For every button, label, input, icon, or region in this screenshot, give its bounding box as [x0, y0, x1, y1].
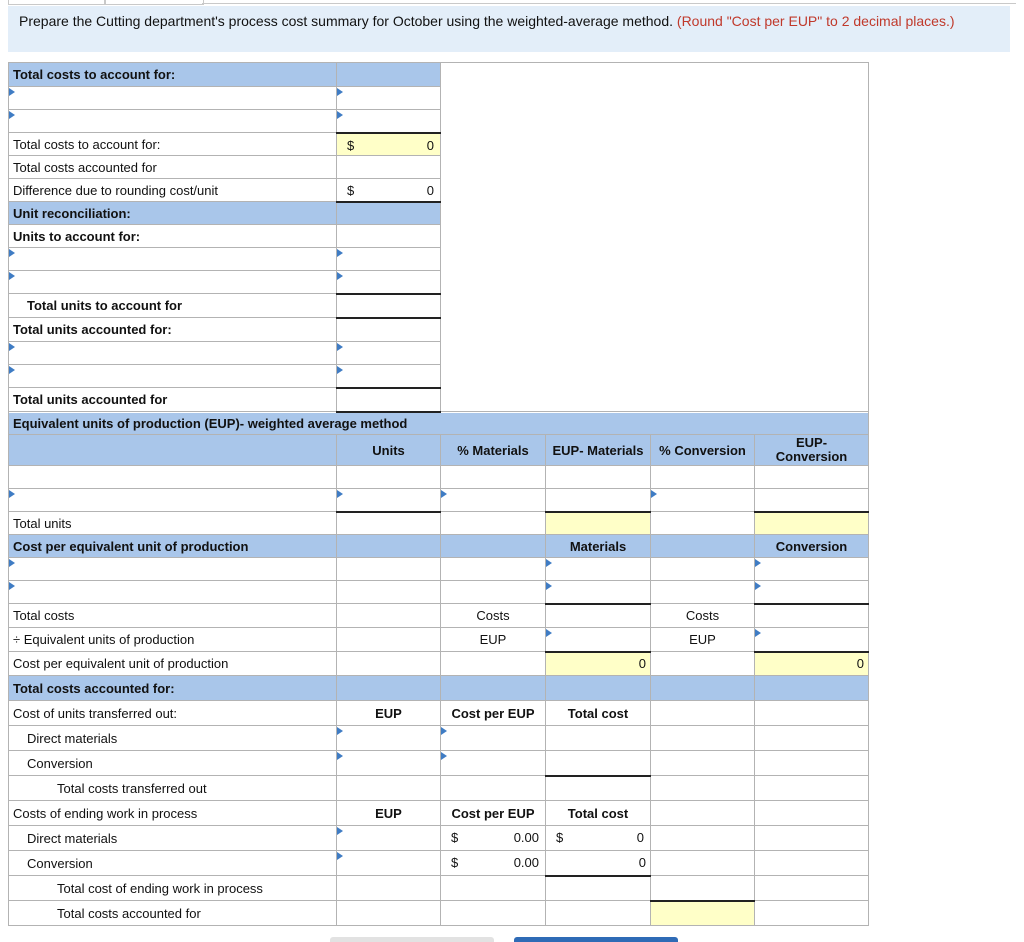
- dropdown-arrow-icon[interactable]: [441, 752, 447, 760]
- costs-label: Costs: [441, 604, 546, 628]
- col-eup-conversion: EUP- Conversion: [755, 435, 869, 466]
- wip-direct-materials-label: Direct materials: [9, 826, 337, 851]
- eup-units-input-2[interactable]: [337, 489, 441, 512]
- tab-1[interactable]: [8, 0, 106, 5]
- wip-conv-eup-input[interactable]: [337, 851, 441, 876]
- to-direct-materials-label: Direct materials: [9, 726, 337, 751]
- section-header-accounted: Total costs accounted for:: [9, 676, 337, 701]
- dropdown-arrow-icon[interactable]: [337, 727, 343, 735]
- col-conversion: Conversion: [755, 535, 869, 558]
- dropdown-arrow-icon[interactable]: [9, 272, 15, 280]
- top-tab-strip: [0, 0, 1024, 4]
- to-dm-eup-input[interactable]: [337, 726, 441, 751]
- col-total-cost: Total cost: [546, 701, 651, 726]
- wip-conv-cost-per-eup: $ 0.00: [441, 851, 546, 876]
- process-cost-worksheet: [8, 62, 869, 926]
- dropdown-arrow-icon[interactable]: [755, 582, 761, 590]
- eup-pct-materials-input-2[interactable]: [441, 489, 546, 512]
- total-transferred-out-label: Total costs transferred out: [9, 776, 337, 801]
- units-accounted-input-2[interactable]: [9, 365, 337, 388]
- eup-label: EUP: [441, 628, 546, 652]
- units-accounted-amount-2[interactable]: [337, 365, 441, 388]
- dropdown-arrow-icon[interactable]: [441, 727, 447, 735]
- col-units: Units: [337, 435, 441, 466]
- costs-label-conv: Costs: [651, 604, 755, 628]
- dropdown-arrow-icon[interactable]: [9, 490, 15, 498]
- to-conversion-label: Conversion: [9, 751, 337, 776]
- row-difference-rounding: Difference due to rounding cost/unit: [9, 179, 337, 202]
- total-eup-conversion: [755, 512, 869, 535]
- dropdown-arrow-icon[interactable]: [337, 366, 343, 374]
- instruction-text: Prepare the Cutting department's process cost summary for October using the weighted-average method.: [19, 13, 674, 29]
- difference-value: $ 0: [337, 179, 441, 202]
- total-transferred-out-value[interactable]: [546, 776, 651, 801]
- units-input-2[interactable]: [9, 271, 337, 294]
- col-eup-2: EUP: [337, 801, 441, 826]
- units-amount-input-2[interactable]: [337, 271, 441, 294]
- conversion-cost-input-1[interactable]: [755, 558, 869, 581]
- eup-conversion-input-1[interactable]: [755, 466, 869, 489]
- instruction-banner: [8, 6, 1010, 52]
- dropdown-arrow-icon[interactable]: [9, 366, 15, 374]
- eup-materials-input-2[interactable]: [546, 489, 651, 512]
- eup-row-input-1[interactable]: [9, 466, 337, 489]
- row-total-costs-accounted: Total costs accounted for: [9, 156, 337, 179]
- dropdown-arrow-icon[interactable]: [337, 111, 343, 119]
- total-units-to-account-value[interactable]: [337, 294, 441, 318]
- total-eup-materials: [546, 512, 651, 535]
- units-input-1[interactable]: [9, 248, 337, 271]
- dropdown-arrow-icon[interactable]: [755, 559, 761, 567]
- section-header-eup: Equivalent units of production (EUP)- weighted average method: [9, 412, 869, 435]
- eup-pct-conversion-input-1[interactable]: [651, 466, 755, 489]
- total-units-accounted-label: Total units accounted for: [9, 388, 337, 412]
- row-total-costs-to-account: Total costs to account for:: [9, 133, 337, 156]
- units-accounted-amount-1[interactable]: [337, 342, 441, 365]
- total-costs-accounted-input[interactable]: [337, 156, 441, 179]
- cost-amount-input-1[interactable]: [337, 87, 441, 110]
- dropdown-arrow-icon[interactable]: [9, 582, 15, 590]
- dropdown-arrow-icon[interactable]: [9, 249, 15, 257]
- wip-conversion-label: Conversion: [9, 851, 337, 876]
- to-dm-total[interactable]: [546, 726, 651, 751]
- conversion-cost-per-eup: 0: [755, 652, 869, 676]
- to-dm-cost-input[interactable]: [441, 726, 546, 751]
- cost-per-unit-label: Cost per equivalent unit of production: [9, 652, 337, 676]
- dropdown-arrow-icon[interactable]: [337, 88, 343, 96]
- eup-pct-conversion-input-2[interactable]: [651, 489, 755, 512]
- ending-wip-label: Costs of ending work in process: [9, 801, 337, 826]
- tab-2[interactable]: [104, 0, 204, 5]
- col-materials: Materials: [546, 535, 651, 558]
- units-amount-input-1[interactable]: [337, 248, 441, 271]
- dropdown-arrow-icon[interactable]: [546, 559, 552, 567]
- dropdown-arrow-icon[interactable]: [337, 752, 343, 760]
- dropdown-arrow-icon[interactable]: [9, 88, 15, 96]
- dropdown-arrow-icon[interactable]: [337, 490, 343, 498]
- dropdown-arrow-icon[interactable]: [755, 629, 761, 637]
- eup-pct-materials-input-1[interactable]: [441, 466, 546, 489]
- conversion-total-costs[interactable]: [755, 604, 869, 628]
- divide-eup-label: ÷ Equivalent units of production: [9, 628, 337, 652]
- total-units-accounted-value[interactable]: [337, 388, 441, 412]
- col-pct-conversion: % Conversion: [651, 435, 755, 466]
- materials-eup-input[interactable]: [546, 628, 651, 652]
- cost-item-input-2[interactable]: [9, 110, 337, 133]
- conversion-cost-input-2[interactable]: [755, 581, 869, 604]
- wip-conv-total: 0: [546, 851, 651, 876]
- col-total-cost-2: Total cost: [546, 801, 651, 826]
- materials-total-costs[interactable]: [546, 604, 651, 628]
- total-costs-label: Total costs: [9, 604, 337, 628]
- dropdown-arrow-icon[interactable]: [337, 827, 343, 835]
- total-costs-value: $ 0: [337, 133, 441, 156]
- materials-cost-input-2[interactable]: [546, 581, 651, 604]
- to-conv-eup-input[interactable]: [337, 751, 441, 776]
- cost-amount-input-2[interactable]: [337, 110, 441, 133]
- materials-cost-input-1[interactable]: [546, 558, 651, 581]
- col-eup: EUP: [337, 701, 441, 726]
- eup-row-input-2[interactable]: [9, 489, 337, 512]
- col-cost-per-eup: Cost per EUP: [441, 701, 546, 726]
- col-eup-materials: EUP- Materials: [546, 435, 651, 466]
- wip-dm-cost-per-eup: $ 0.00: [441, 826, 546, 851]
- dropdown-arrow-icon[interactable]: [337, 852, 343, 860]
- to-conv-total[interactable]: [546, 751, 651, 776]
- dropdown-arrow-icon[interactable]: [9, 559, 15, 567]
- total-ending-wip-value[interactable]: [546, 876, 651, 901]
- section-header-costs: Total costs to account for:: [9, 63, 337, 87]
- total-accounted-label: Total costs accounted for: [9, 901, 337, 926]
- units-to-account-label: Units to account for:: [9, 225, 337, 248]
- section-header-unit-reconciliation: Unit reconciliation:: [9, 202, 337, 225]
- prev-button[interactable]: [330, 937, 494, 942]
- wip-dm-eup-input[interactable]: [337, 826, 441, 851]
- total-units-accounted-header: Total units accounted for:: [9, 318, 337, 342]
- dropdown-arrow-icon[interactable]: [546, 582, 552, 590]
- col-pct-materials: % Materials: [441, 435, 546, 466]
- eup-materials-input-1[interactable]: [546, 466, 651, 489]
- eup-conversion-input-2[interactable]: [755, 489, 869, 512]
- eup-label-conv: EUP: [651, 628, 755, 652]
- total-units-value[interactable]: [337, 512, 441, 535]
- col-cost-per-eup-2: Cost per EUP: [441, 801, 546, 826]
- total-units-to-account-label: Total units to account for: [9, 294, 337, 318]
- section-header-cost-per-eup: Cost per equivalent unit of production: [9, 535, 337, 558]
- total-accounted-value: [651, 901, 755, 926]
- dropdown-arrow-icon[interactable]: [337, 249, 343, 257]
- next-button[interactable]: [514, 937, 678, 942]
- total-units-label: Total units: [9, 512, 337, 535]
- dropdown-arrow-icon[interactable]: [441, 490, 447, 498]
- units-accounted-input-1[interactable]: [9, 342, 337, 365]
- conversion-eup-input[interactable]: [755, 628, 869, 652]
- dropdown-arrow-icon[interactable]: [337, 343, 343, 351]
- eup-units-input-1[interactable]: [337, 466, 441, 489]
- to-conv-cost-input[interactable]: [441, 751, 546, 776]
- materials-cost-per-eup: 0: [546, 652, 651, 676]
- dropdown-arrow-icon[interactable]: [9, 111, 15, 119]
- cost-item-input-1[interactable]: [9, 87, 337, 110]
- dropdown-arrow-icon[interactable]: [337, 272, 343, 280]
- instruction-note: (Round "Cost per EUP" to 2 decimal places.): [676, 13, 955, 29]
- dropdown-arrow-icon[interactable]: [651, 490, 657, 498]
- wip-dm-total: $ 0: [546, 826, 651, 851]
- dropdown-arrow-icon[interactable]: [546, 629, 552, 637]
- transferred-out-label: Cost of units transferred out:: [9, 701, 337, 726]
- cost-per-eup-input-1[interactable]: [9, 558, 337, 581]
- dropdown-arrow-icon[interactable]: [9, 343, 15, 351]
- cost-per-eup-input-2[interactable]: [9, 581, 337, 604]
- total-ending-wip-label: Total cost of ending work in process: [9, 876, 337, 901]
